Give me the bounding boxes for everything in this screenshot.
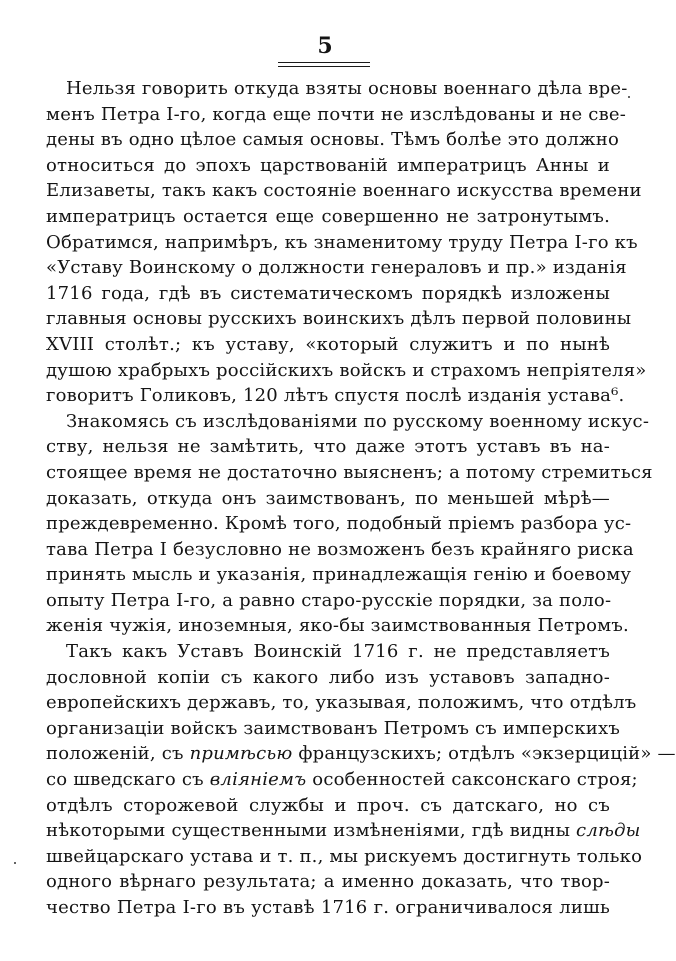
text-span: нѣкоторыми существенными измѣненіями, гдѣ видны (46, 820, 577, 842)
text-line-with-italic (46, 818, 641, 844)
page-number: 5 (317, 33, 333, 59)
paper-speck (628, 96, 630, 98)
page-number-rule-top (278, 62, 370, 63)
italic-word: вліяніемъ (209, 769, 307, 791)
text-line: организаціи войскъ заимствованъ Петромъ съ имперскихъ (46, 717, 620, 739)
text-span: французскихъ; отдѣлъ «экзерцицій» — (292, 743, 676, 765)
page-number-rule-bottom (278, 66, 370, 67)
text-line: Елизаветы, такъ какъ состояніе военнаго искусства времени (46, 180, 642, 202)
text-span: со шведскаго съ (46, 769, 210, 791)
paragraph-3 (46, 639, 676, 921)
text-line: душою храбрыхъ россійскихъ войскъ и страхомъ непріятеля» (46, 359, 647, 381)
text-line: 1716 года, гдѣ въ систематическомъ порядкѣ изложены (46, 282, 610, 304)
text-line: чество Петра I-го въ уставѣ 1716 г. ограничивалося лишь (46, 897, 610, 918)
text-line: «Уставу Воинскому о должности генераловъ и пр.» изданія (46, 257, 627, 279)
italic-word: слѣды (576, 820, 641, 842)
text-line: дословной копіи съ какого либо изъ уставовъ западно- (46, 666, 610, 688)
text-line: доказать, откуда онъ заимствованъ, по меньшей мѣрѣ— (46, 487, 610, 509)
paragraph-1 (46, 76, 647, 409)
text-span: особенностей саксонскаго строя; (306, 769, 638, 791)
text-line: европейскихъ державъ, то, указывая, положимъ, что отдѣлъ (46, 692, 637, 714)
text-line: преждевременно. Кромѣ того, подобный пріемъ разбора ус- (46, 513, 632, 535)
text-line: Такъ какъ Уставъ Воинскій 1716 г. не представляетъ (66, 641, 610, 663)
text-line: менъ Петра I-го, когда еще почти не изслѣдованы и не све- (46, 103, 627, 125)
text-line: Нельзя говорить откуда взяты основы военнаго дѣла вре- (66, 78, 628, 99)
text-line: опыту Петра I-го, а равно старо-русскіе порядки, за поло- (46, 589, 612, 611)
text-line: говоритъ Голиковъ, 120 лѣтъ спустя послѣ изданія устава⁶. (46, 385, 625, 407)
text-line: одного вѣрнаго результата; а именно доказать, что твор- (46, 871, 610, 893)
text-line: женія чужія, иноземныя, яко-бы заимствованныя Петромъ. (46, 615, 629, 637)
text-line: принять мысль и указанія, принадлежащія генію и боевому (46, 564, 632, 586)
text-line: швейцарскаго устава и т. п., мы рискуемъ достигнуть только (46, 845, 643, 867)
text-line: относиться до эпохъ царствованій императрицъ Анны и (46, 154, 610, 176)
text-line: Обратимся, напримѣръ, къ знаменитому труду Петра I-го къ (46, 231, 638, 253)
paragraph-2 (46, 409, 653, 639)
text-line: отдѣлъ сторожевой службы и проч. съ датскаго, но съ (46, 794, 610, 816)
text-line: главныя основы русскихъ воинскихъ дѣлъ первой половины (46, 308, 632, 330)
text-line: Знакомясь съ изслѣдованіями по русскому военному искус- (66, 410, 650, 432)
body-text (46, 76, 676, 921)
text-line: стоящее время не достаточно выясненъ; а потому стремиться (46, 461, 653, 483)
text-line-with-italic (46, 767, 638, 793)
paper-speck (14, 862, 16, 864)
text-span: положеній, съ (46, 743, 190, 765)
text-line: дены въ одно цѣлое самыя основы. Тѣмъ болѣе это должно (46, 129, 620, 151)
text-line-with-italic (46, 741, 676, 767)
italic-word: примѣсью (189, 743, 293, 765)
text-line: XVIII столѣт.; къ уставу, «который служитъ и по нынѣ (46, 333, 610, 355)
text-line: императрицъ остается еще совершенно не затронутымъ. (46, 205, 610, 227)
text-line: ству, нельзя не замѣтить, что даже этотъ уставъ въ на- (46, 436, 610, 458)
text-line: тава Петра I безусловно не возможенъ безъ крайняго риска (46, 538, 634, 560)
